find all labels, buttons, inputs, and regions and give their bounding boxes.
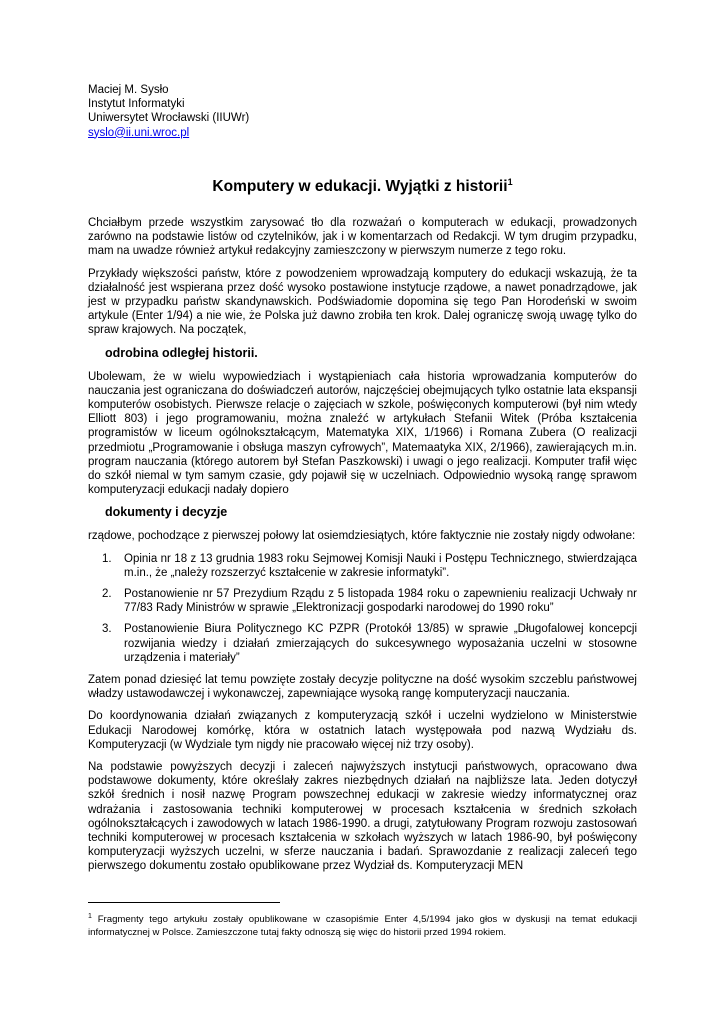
history-paragraph: Ubolewam, że w wielu wypowiedziach i wystąpieniach cała historia wprowadzania komputerów do nauczania jest ograniczana do doświadczeń autorów, najczęściej obejmujących tylko ostatnie lata ekspansji komputerów osobistych. Pierwsze relacje o zajęciach w szkole, poświęconych komputerowi (był nim wtedy Elliott 803) i jego programowaniu, można znaleźć w artykułach Stefanii Witek (Próba kształcenia programistów w liceum ogólnokształcącym, Matematyka XIX, 1/1966) i Romana Zubera (O realizacji przedmiotu „Programowanie i obsługa maszyn cyfrowych”, Matemaatyka XIX, 2/1966), zawierających m.in. program nauczania (którego autorem był Stefan Paszkowski) i uwagi o jego realizacji. Komputer trafił więc do szkół niemal w tym samym czasie, gdy pojawił się w uczelniach. Odpowiednio wysoką rangę sprawom komputeryzacji edukacji nadały dopiero [88, 370, 637, 497]
list-item-number: 3. [102, 623, 112, 636]
documents-lead: rządowe, pochodzące z pierwszej połowy lat osiemdziesiątych, które faktycznie nie zostały nigdy odwołane: [88, 530, 636, 543]
list-item [88, 552, 637, 580]
footnote-divider [88, 902, 280, 903]
author-email-link[interactable]: syslo@ii.uni.wroc.pl [88, 126, 190, 139]
document-page [88, 83, 637, 882]
decisions-list [88, 552, 637, 665]
author-name: Maciej M. Sysło [88, 84, 169, 96]
page-title [88, 173, 637, 196]
list-item-number: 1. [102, 552, 112, 565]
title-text: Komputery w edukacji. Wyjątki z historii [212, 177, 508, 195]
footnote-mark: 1 [88, 913, 92, 920]
footnote-text: Fragmenty tego artykułu zostały opublikowane w czasopiśmie Enter 4,5/1994 jako głos w dyskusji na temat edukacji informatycznej w Polsce. Zamieszczone tutaj fakty odnoszą się więc do historii przed 1994 rokiem. [88, 914, 637, 939]
section-heading-history: odrobina odległej historii. [105, 345, 258, 360]
body-paragraph: Do koordynowania działań związanych z komputeryzacją szkół i uczelni wydzielono w Ministerstwie Edukacji Narodowej komórkę, która w ostatnich latach występowała pod nazwą Wydziału ds. Komputeryzacji (w Wydziale tym nigdy nie pracowało więcej niż trzy osoby). [88, 710, 637, 751]
body-paragraph: Zatem ponad dziesięć lat temu powzięte zostały decyzje polityczne na dość wysokim szczeblu państwowej władzy ustawodawczej i wykonawczej, zapewniające wysoką rangę komputeryzacji nauczania. [88, 674, 637, 701]
intro-paragraph-2: Przykłady większości państw, które z powodzeniem wprowadzają komputery do edukacji wskazują, że ta działalność jest wspierana przez dość wysoko postawione instytucje rządowe, a nawet ponadrządowe, jak jest w przypadku państw skandynawskich. Podświadomie dopomina się tego Pan Horodeński w swoim artykule (Enter 1/94) a nie wie, że Polska już dawno zrobiła ten krok. Dalej ograniczę swoją uwagę tylko do spraw krajowych. Na początek, [88, 267, 637, 337]
intro-paragraph-1: Chciałbym przede wszystkim zarysować tło dla rozważań o komputerach w edukacji, prowadzonych zarówno na podstawie listów od czytelników, jak i w komentarzach od Redakcji. W tym drugim przypadku, mam na uwadze również artykuł redakcyjny zamieszczony w pierwszym numerze z tego roku. [88, 216, 637, 258]
list-item-text: Opinia nr 18 z 13 grudnia 1983 roku Sejmowej Komisji Nauki i Postępu Technicznego, stwierdzająca m.in., że „należy rozszerzyć kształcenie w zakresie informatyki”. [124, 552, 637, 579]
body-paragraph: Na podstawie powyższych decyzji i zaleceń najwyższych instytucji państwowych, opracowano dwa podstawowe dokumenty, które określały zakres niezbędnych działań na najbliższe lata. Jeden dotyczył szkół średnich i nosił nazwę Program powszechnej edukacji w zakresie wiedzy informatycznej oraz wdrażania i zastosowania techniki komputerowej w procesach kształcenia w średnich szkołach ogólnokształcących i zawodowych w latach 1986-1990. a drugi, zatytułowany Program rozwoju zastosowań techniki komputerowej w procesach kształcenia w szkołach wyższych w latach 1986-90, był poświęcony komputeryzacji wyższych uczelni, w sferze nauczania i badań. Sprawozdanie z realizacji zaleceń tego pierwszego dokumentu zostało opublikowane przez Wydział ds. Komputeryzacji MEN [88, 761, 637, 873]
footnote [88, 910, 637, 939]
author-block [88, 83, 637, 140]
list-item-number: 2. [102, 588, 112, 601]
title-footnote-mark[interactable]: 1 [507, 176, 513, 187]
section-heading-documents: dokumenty i decyzje [105, 505, 228, 520]
author-university: Uniwersytet Wrocławski (IIUWr) [88, 112, 250, 125]
list-item [88, 622, 637, 665]
author-institute: Instytut Informatyki [88, 98, 185, 111]
list-item-text: Postanowienie nr 57 Prezydium Rządu z 5 listopada 1984 roku o zapewnieniu realizacji Uchwały nr 77/83 Rady Ministrów w sprawie „Elektronizacji gospodarki narodowej do 1990 roku” [124, 588, 637, 615]
list-item-text: Postanowienie Biura Politycznego KC PZPR (Protokół 13/85) w sprawie „Długofalowej koncepcji rozwijania wiedzy i działań zmierzających do sukcesywnego wyposażania uczelni w stosowne urządzenia i materiały” [124, 623, 637, 664]
list-item [88, 587, 637, 615]
